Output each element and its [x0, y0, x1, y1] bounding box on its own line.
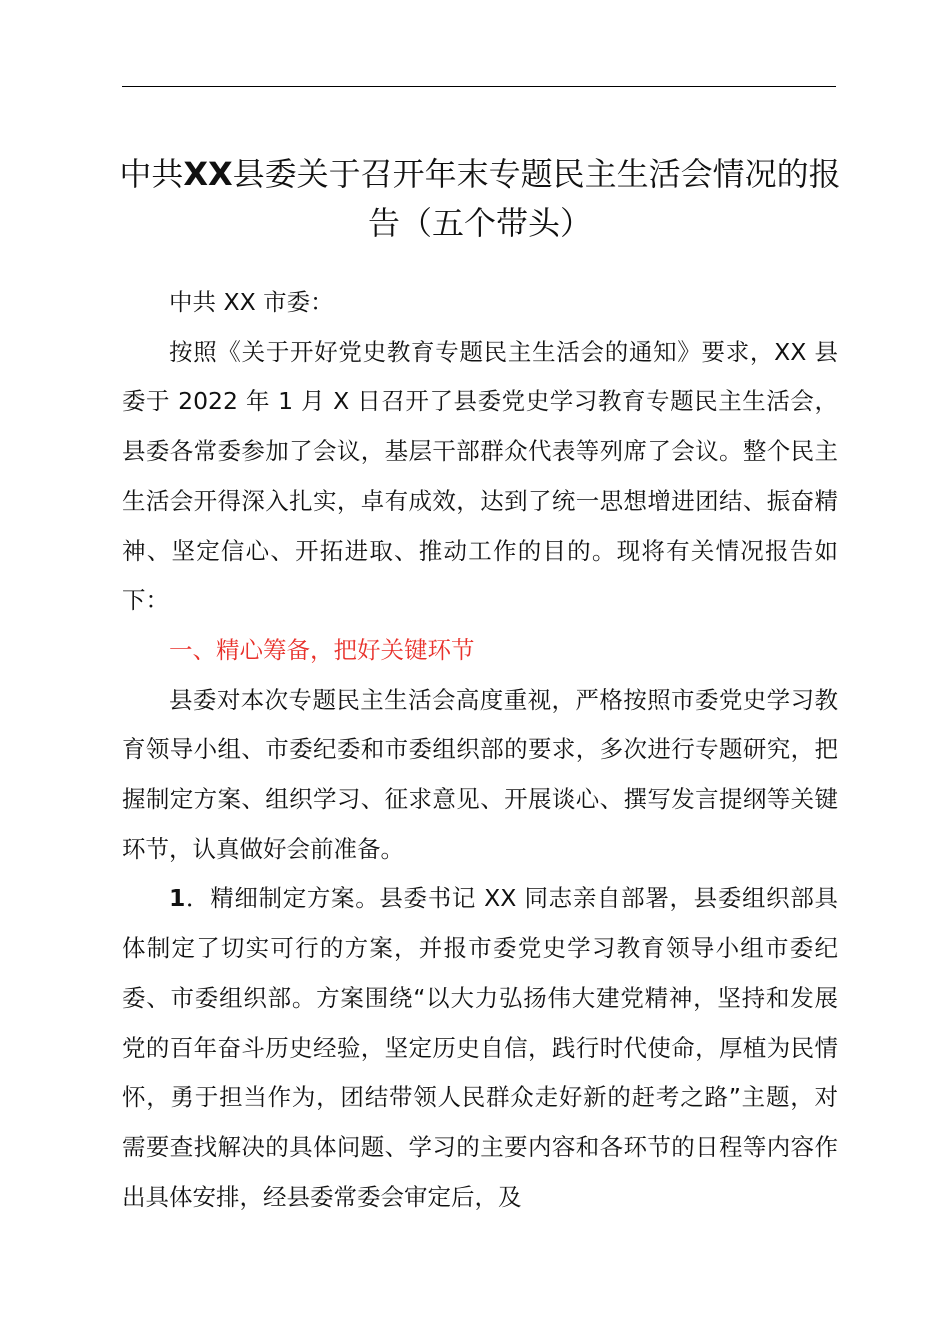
document-body [122, 278, 838, 1222]
header-rule [122, 86, 836, 87]
title-part2: 县委关于召开年末专题民主生活会情况的报告（五个带头） [232, 155, 841, 242]
section-1-paragraph: 县委对本次专题民主生活会高度重视，严格按照市委党史学习教育领导小组、市委纪委和市委组织部的要求，多次进行专题研究，把握制定方案、组织学习、征求意见、开展谈心、撰写发言提纲等关键环节，认真做好会前准备。 [122, 685, 838, 863]
item-1-paragraph [122, 874, 838, 1222]
intro-paragraph: 按照《关于开好党史教育专题民主生活会的通知》要求，XX 县委于 2022 年 1 月 X 日召开了县委党史学习教育专题民主生活会，县委各常委参加了会议，基层干部群众代表等列席了会议。整个民主生活会开得深入扎实，卓有成效，达到了统一思想增进团结、振奋精神、坚定信心、开拓进取、推动工作的目的。现将有关情况报告如下： [122, 337, 838, 615]
section-heading-1: 一、精心筹备，把好关键环节 [169, 635, 475, 664]
title-bold: XX [183, 155, 233, 193]
item-1-text: ．精细制定方案。县委书记 XX 同志亲自部署，县委组织部具体制定了切实可行的方案，并报市委党史学习教育领导小组市委纪委、市委组织部。方案围绕“以大力弘扬伟大建党精神，坚持和发展党的百年奋斗历史经验，坚定历史自信，践行时代使命，厚植为民情怀，勇于担当作为，团结带领人民群众走好新的赶考之路”主题，对需要查找解决的具体问题、学习的主要内容和各环节的日程等内容作出具体安排，经县委常委会审定后，及 [122, 884, 838, 1211]
title-part1: 中共 [119, 155, 184, 193]
salutation: 中共 XX 市委： [169, 288, 334, 316]
item-1-number: 1 [169, 884, 186, 913]
document-title [110, 150, 850, 248]
